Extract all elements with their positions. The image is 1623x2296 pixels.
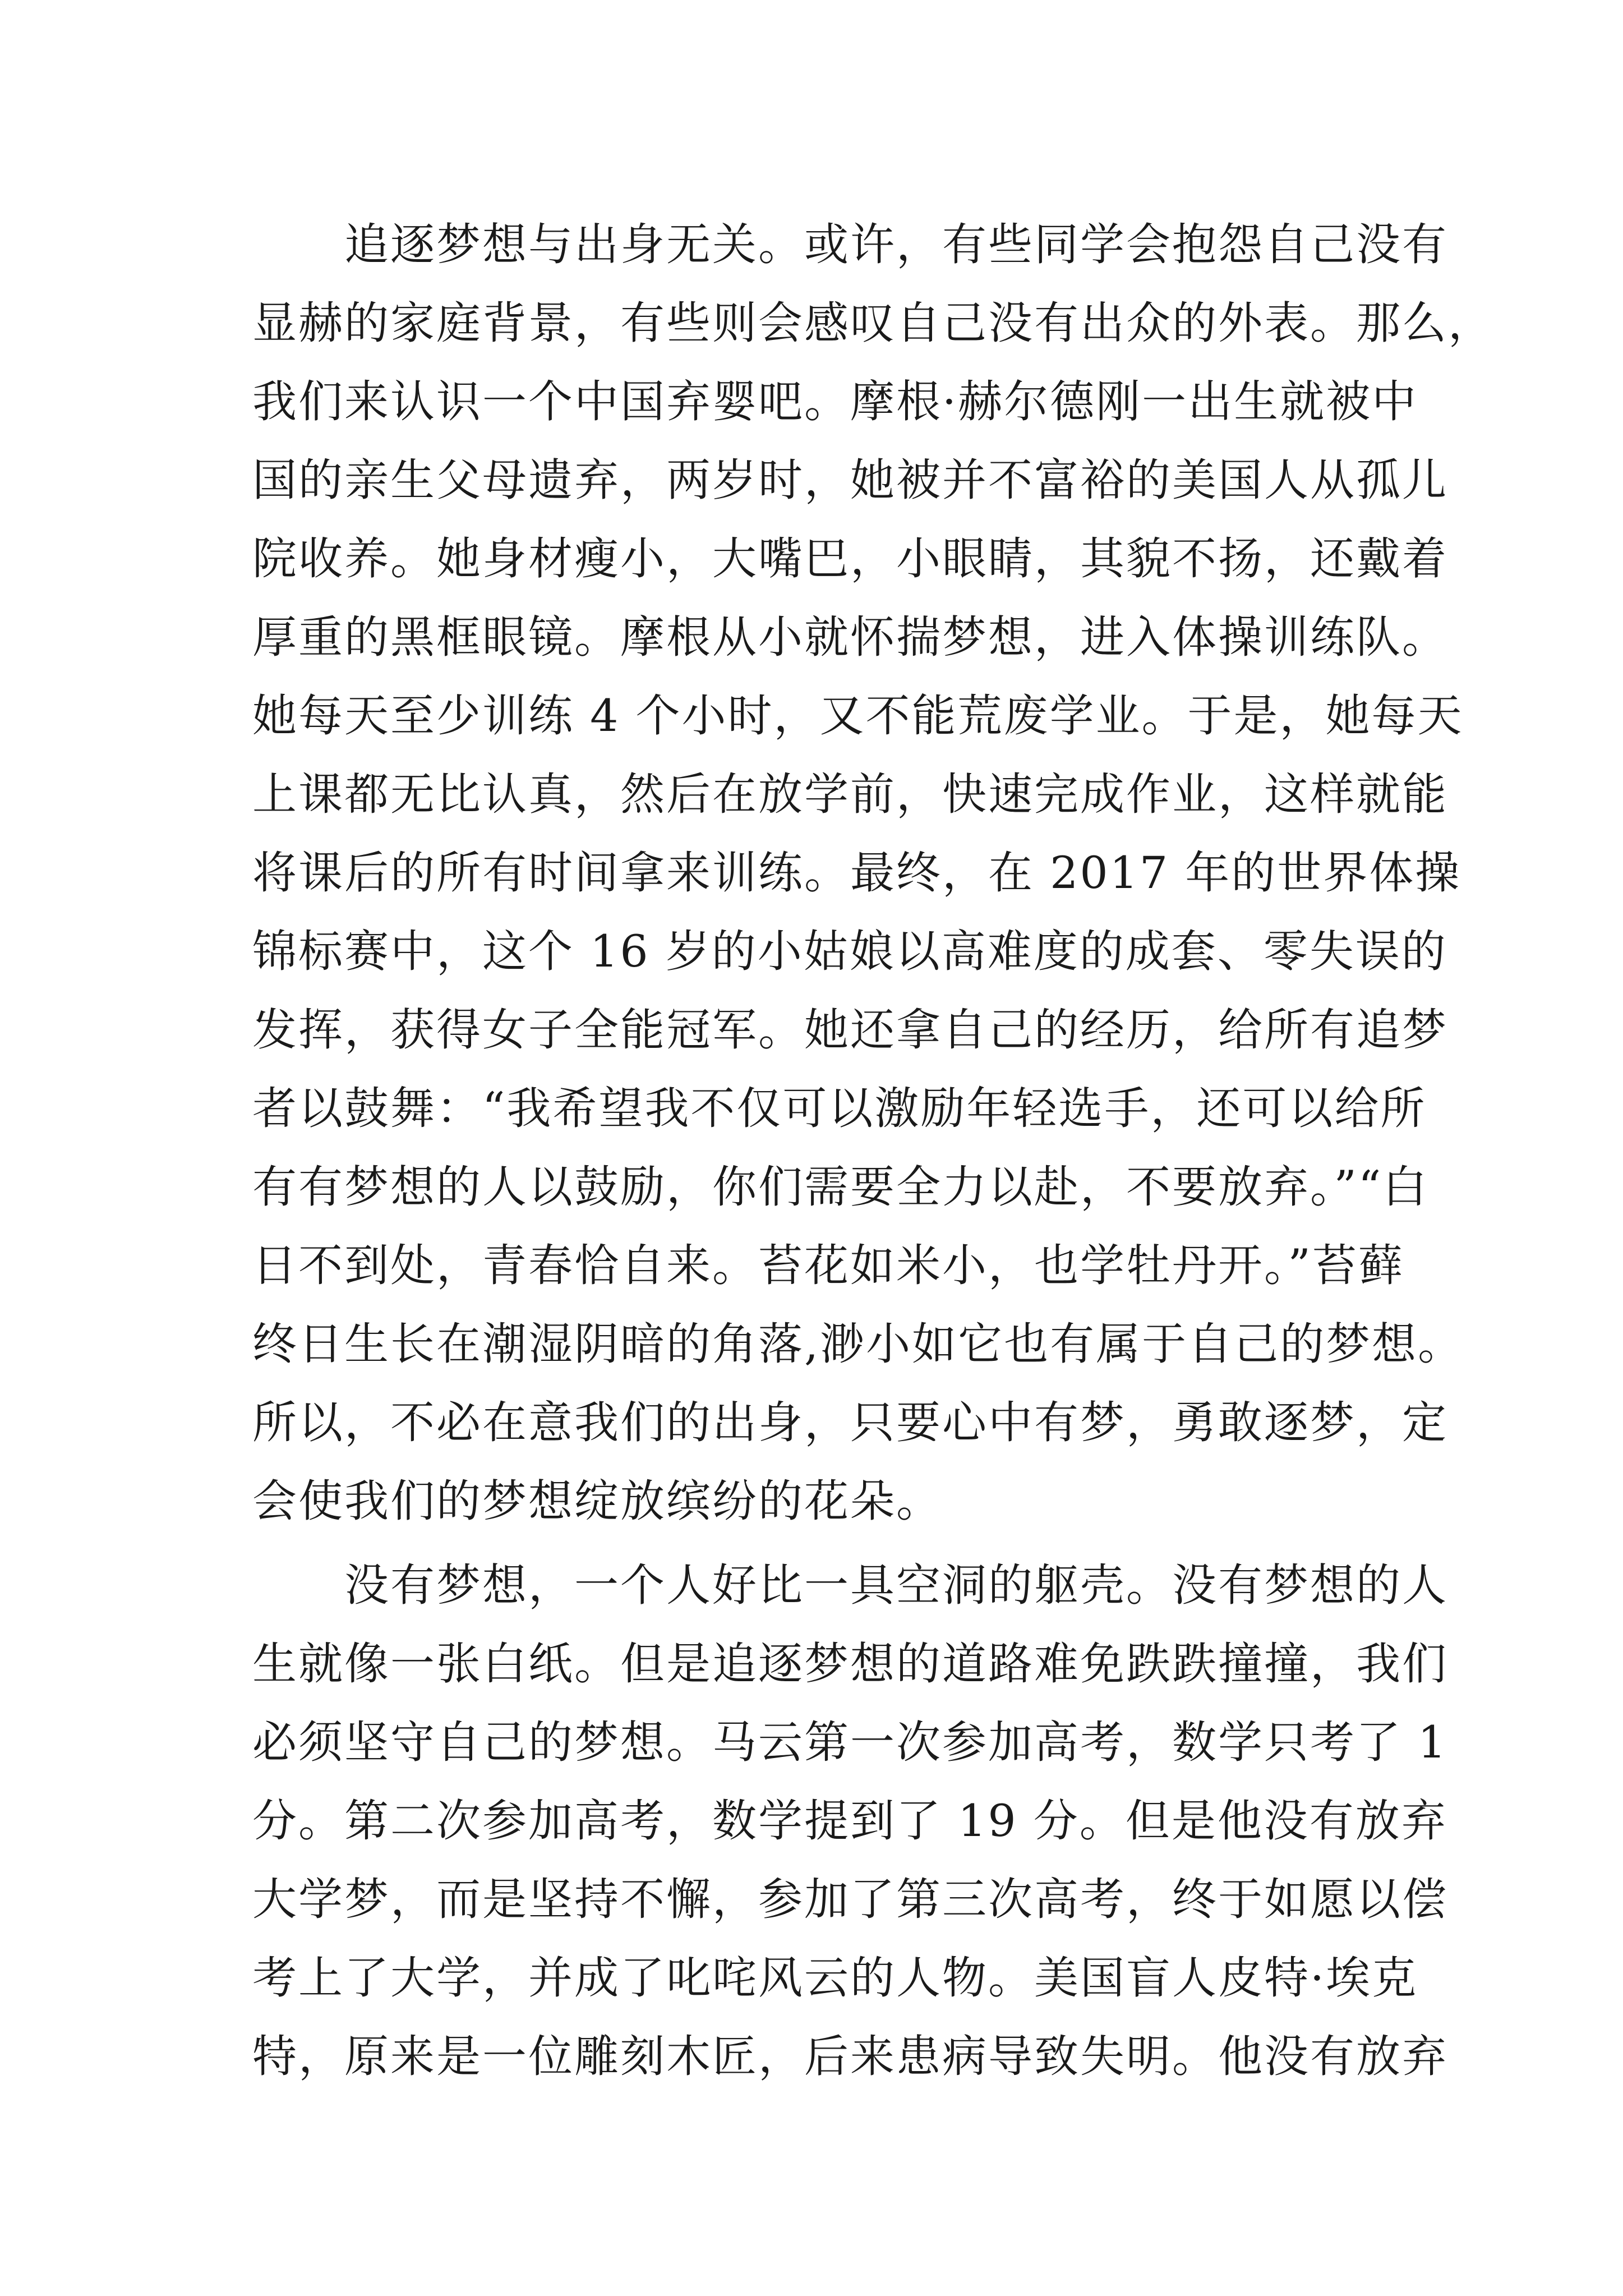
text-line: 生就像一张白纸。但是追逐梦想的道路难免跌跌撞撞，我们 xyxy=(252,1638,1448,1690)
text-line: 终日生长在潮湿阴暗的角落,渺小如它也有属于自己的梦想。 xyxy=(252,1318,1464,1370)
text-line: 没有梦想，一个人好比一具空洞的躯壳。没有梦想的人 xyxy=(252,1559,1448,1611)
text-line: 上课都无比认真，然后在放学前，快速完成作业，这样就能 xyxy=(252,769,1448,820)
text-line: 显赫的家庭背景，有些则会感叹自己没有出众的外表。那么， xyxy=(252,297,1494,349)
paragraph-1 xyxy=(252,205,1494,1540)
text-line: 院收养。她身材瘦小，大嘴巴，小眼睛，其貌不扬，还戴着 xyxy=(252,533,1448,585)
text-line: 有有梦想的人以鼓励，你们需要全力以赴，不要放弃。”“白 xyxy=(252,1161,1429,1213)
text-line: 厚重的黑框眼镜。摩根从小就怀揣梦想，进入体操训练队。 xyxy=(252,611,1448,663)
text-line: 将课后的所有时间拿来训练。最终，在 2017 年的世界体操 xyxy=(252,847,1461,899)
text-line: 所以，不必在意我们的出身，只要心中有梦，勇敢逐梦，定 xyxy=(252,1397,1448,1448)
text-line: 者以鼓舞：“我希望我不仅可以激励年轻选手，还可以给所 xyxy=(252,1083,1427,1134)
text-line: 必须坚守自己的梦想。马云第一次参加高考，数学只考了 1 xyxy=(252,1717,1448,1768)
text-line: 追逐梦想与出身无关。或许，有些同学会抱怨自己没有 xyxy=(252,219,1448,270)
text-line: 日不到处，青春恰自来。苔花如米小，也学牡丹开。”苔藓 xyxy=(252,1240,1404,1291)
text-line: 我们来认识一个中国弃婴吧。摩根·赫尔德刚一出生就被中 xyxy=(252,376,1418,427)
text-line: 特，原来是一位雕刻木匠，后来患病导致失明。他没有放弃 xyxy=(252,2031,1448,2082)
text-line: 她每天至少训练 4 个小时，又不能荒废学业。于是，她每天 xyxy=(252,690,1464,742)
paragraph-2 xyxy=(252,1546,1448,2096)
body-text xyxy=(252,205,1494,2096)
text-line: 考上了大学，并成了叱咤风云的人物。美国盲人皮特·埃克 xyxy=(252,1952,1418,2004)
text-line: 会使我们的梦想绽放缤纷的花朵。 xyxy=(252,1475,942,1527)
text-line: 国的亲生父母遗弃，两岁时，她被并不富裕的美国人从孤儿 xyxy=(252,454,1448,506)
text-line: 分。第二次参加高考，数学提到了 19 分。但是他没有放弃 xyxy=(252,1795,1447,1847)
text-line: 发挥，获得女子全能冠军。她还拿自己的经历，给所有追梦 xyxy=(252,1004,1448,1056)
text-line: 锦标赛中，这个 16 岁的小姑娘以高难度的成套、零失误的 xyxy=(252,926,1447,977)
text-line: 大学梦，而是坚持不懈，参加了第三次高考，终于如愿以偿 xyxy=(252,1874,1448,1925)
paragraph-spacer xyxy=(252,1540,1380,1546)
